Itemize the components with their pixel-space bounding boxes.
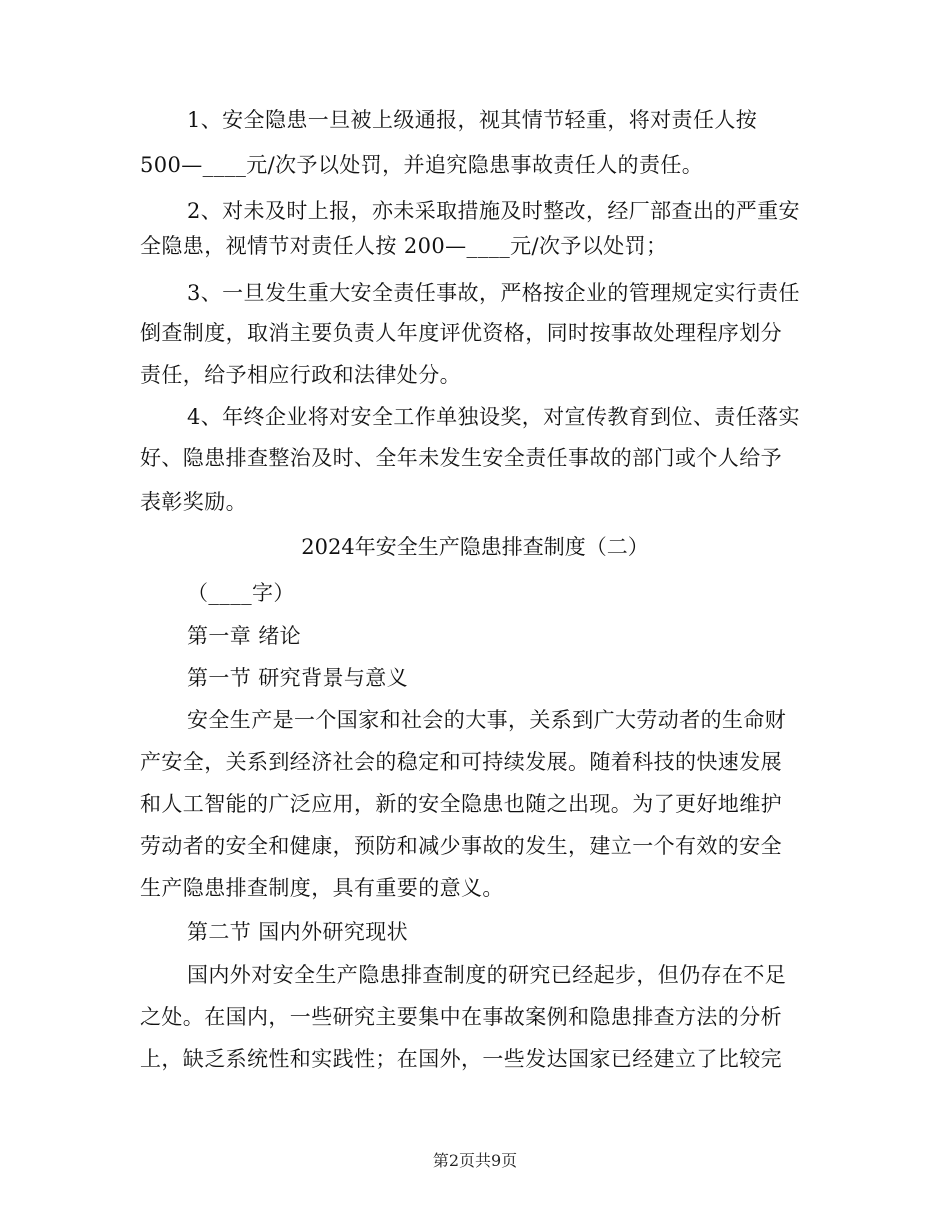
- paragraph-line: 3、一旦发生重大安全责任事故，严格按企业的管理规定实行责任: [187, 281, 800, 305]
- paragraph-line: 之处。在国内，一些研究主要集中在事故案例和隐患排查方法的分析: [140, 1005, 782, 1029]
- paragraph-line: 国内外对安全生产隐患排查制度的研究已经起步，但仍存在不足: [187, 963, 787, 987]
- paragraph-line: 责任，给予相应行政和法律处分。: [140, 363, 461, 387]
- chapter-heading: 第一章 绪论: [187, 624, 302, 648]
- paragraph-line: 1、安全隐患一旦被上级通报，视其情节轻重，将对责任人按: [187, 108, 758, 132]
- word-count-line: （____字）: [187, 581, 295, 605]
- paragraph-line: 好、隐患排查整治及时、全年未发生安全责任事故的部门或个人给予: [140, 446, 782, 470]
- paragraph-line: 2、对未及时上报，亦未采取措施及时整改，经厂部查出的严重安: [187, 199, 800, 223]
- paragraph-line: 产安全，关系到经济社会的稳定和可持续发展。随着科技的快速发展: [140, 750, 782, 774]
- paragraph-line: 倒查制度，取消主要负责人年度评优资格，同时按事故处理程序划分: [140, 321, 782, 345]
- page-number-footer: 第2页共9页: [432, 1151, 518, 1170]
- paragraph-line: 全隐患，视情节对责任人按 200—____元/次予以处罚；: [140, 234, 668, 258]
- paragraph-line: 劳动者的安全和健康，预防和减少事故的发生，建立一个有效的安全: [140, 834, 782, 858]
- section-heading: 第二节 国内外研究现状: [187, 920, 409, 944]
- paragraph-line: 安全生产是一个国家和社会的大事，关系到广大劳动者的生命财: [187, 708, 787, 732]
- paragraph-line: 500—____元/次予以处罚，并追究隐患事故责任人的责任。: [140, 153, 704, 177]
- paragraph-line: 和人工智能的广泛应用，新的安全隐患也随之出现。为了更好地维护: [140, 792, 782, 816]
- section-title: 2024年安全生产隐患排查制度（二）: [301, 535, 649, 559]
- paragraph-line: 上，缺乏系统性和实践性；在国外，一些发达国家已经建立了比较完: [140, 1047, 782, 1071]
- paragraph-line: 表彰奖励。: [140, 490, 247, 514]
- paragraph-line: 生产隐患排查制度，具有重要的意义。: [140, 876, 504, 900]
- section-heading: 第一节 研究背景与意义: [187, 666, 409, 690]
- paragraph-line: 4、年终企业将对安全工作单独设奖，对宣传教育到位、责任落实: [187, 405, 800, 429]
